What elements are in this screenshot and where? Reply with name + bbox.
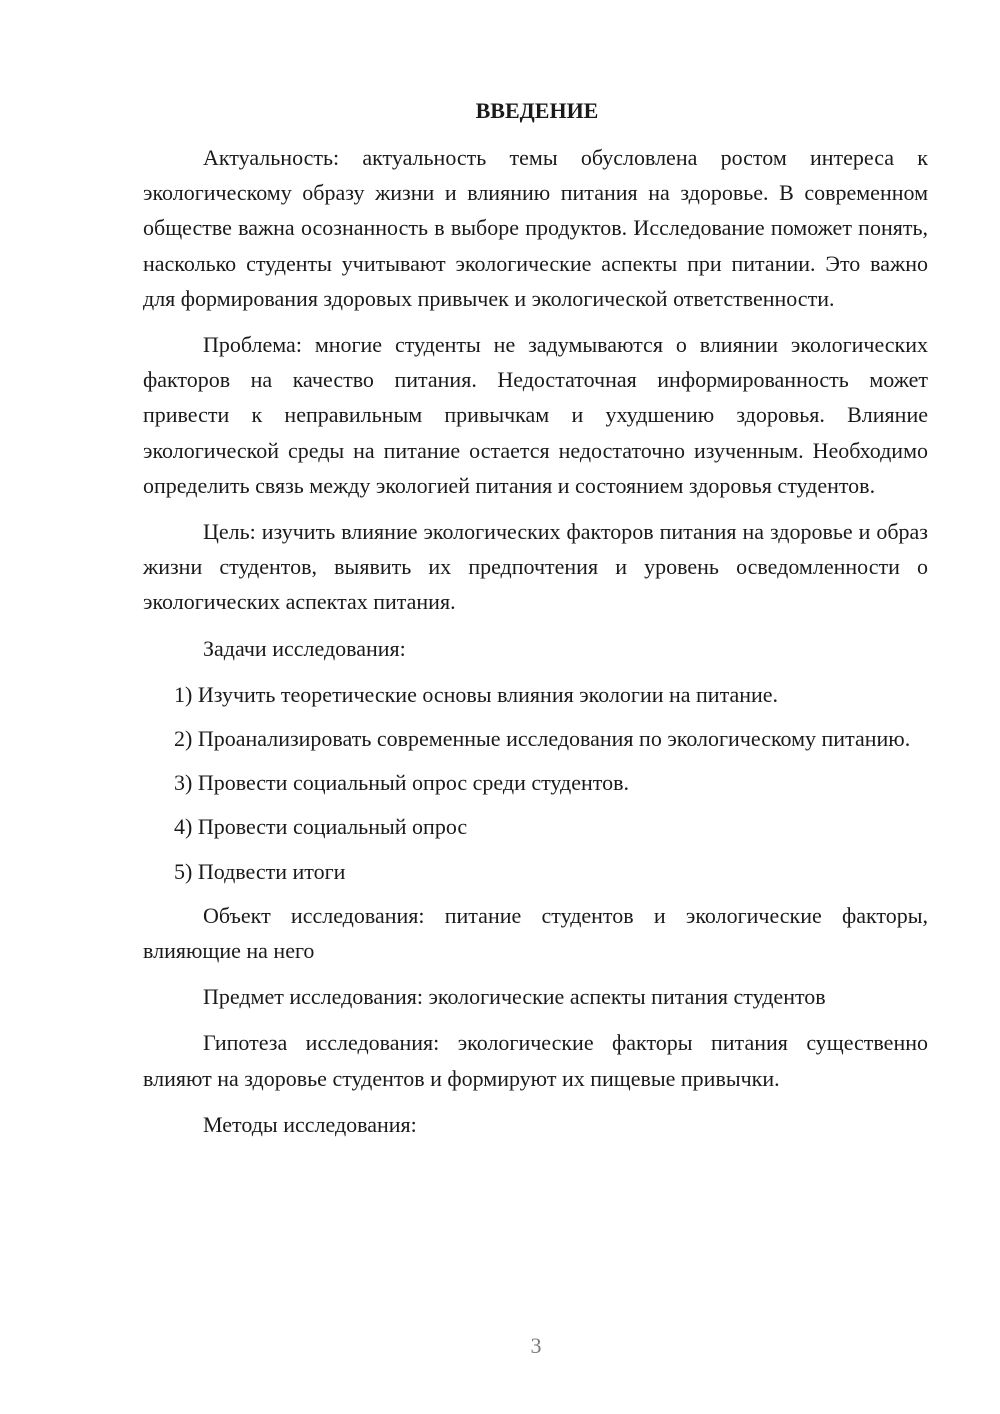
- task-item-4: 4) Провести социальный опрос: [174, 814, 468, 840]
- relevance-paragraph: Актуальность: актуальность темы обусловлена ростом интереса к экологическому образу жизни и влиянию питания на здоровье. В современном обществе важна осознанность в выборе продуктов. Исследование поможет понять, насколько студенты учитывают экологические аспекты при питании. Это важно для формирования здоровых привычек и экологической ответственности.: [143, 145, 928, 311]
- tasks-heading: Задачи исследования:: [203, 635, 406, 661]
- object-paragraph: Объект исследования: питание студентов и экологические факторы, влияющие на него: [143, 902, 928, 964]
- methods-heading: Методы исследования:: [203, 1111, 417, 1137]
- problem-paragraph: Проблема: многие студенты не задумываются о влиянии экологических факторов на качество питания. Недостаточная информированность может привести к неправильным привычкам и ухудшению здоровья. Влияние экологической среды на питание остается недостаточно изученным. Необходимо определить связь между экологией питания и состоянием здоровья студентов.: [143, 332, 928, 498]
- task-item-1: 1) Изучить теоретические основы влияния экологии на питание.: [174, 681, 779, 707]
- task-item-2: 2) Проанализировать современные исследования по экологическому питанию.: [174, 726, 911, 752]
- hypothesis-paragraph: Гипотеза исследования: экологические факторы питания существенно влияют на здоровье студентов и формируют их пищевые привычки.: [143, 1030, 928, 1091]
- page-content: [143, 93, 928, 1153]
- tasks-list: [143, 677, 928, 889]
- task-item-5: 5) Подвести итоги: [174, 858, 346, 884]
- page-number: 3: [530, 1333, 542, 1358]
- task-item-3: 3) Провести социальный опрос среди студентов.: [174, 770, 629, 796]
- subject-paragraph: Предмет исследования: экологические аспекты питания студентов: [203, 984, 826, 1010]
- goal-paragraph: Цель: изучить влияние экологических факторов питания на здоровье и образ жизни студентов, выявить их предпочтения и уровень осведомленности о экологических аспектах питания.: [143, 519, 928, 615]
- page-title: ВВЕДЕНИЕ: [475, 98, 599, 123]
